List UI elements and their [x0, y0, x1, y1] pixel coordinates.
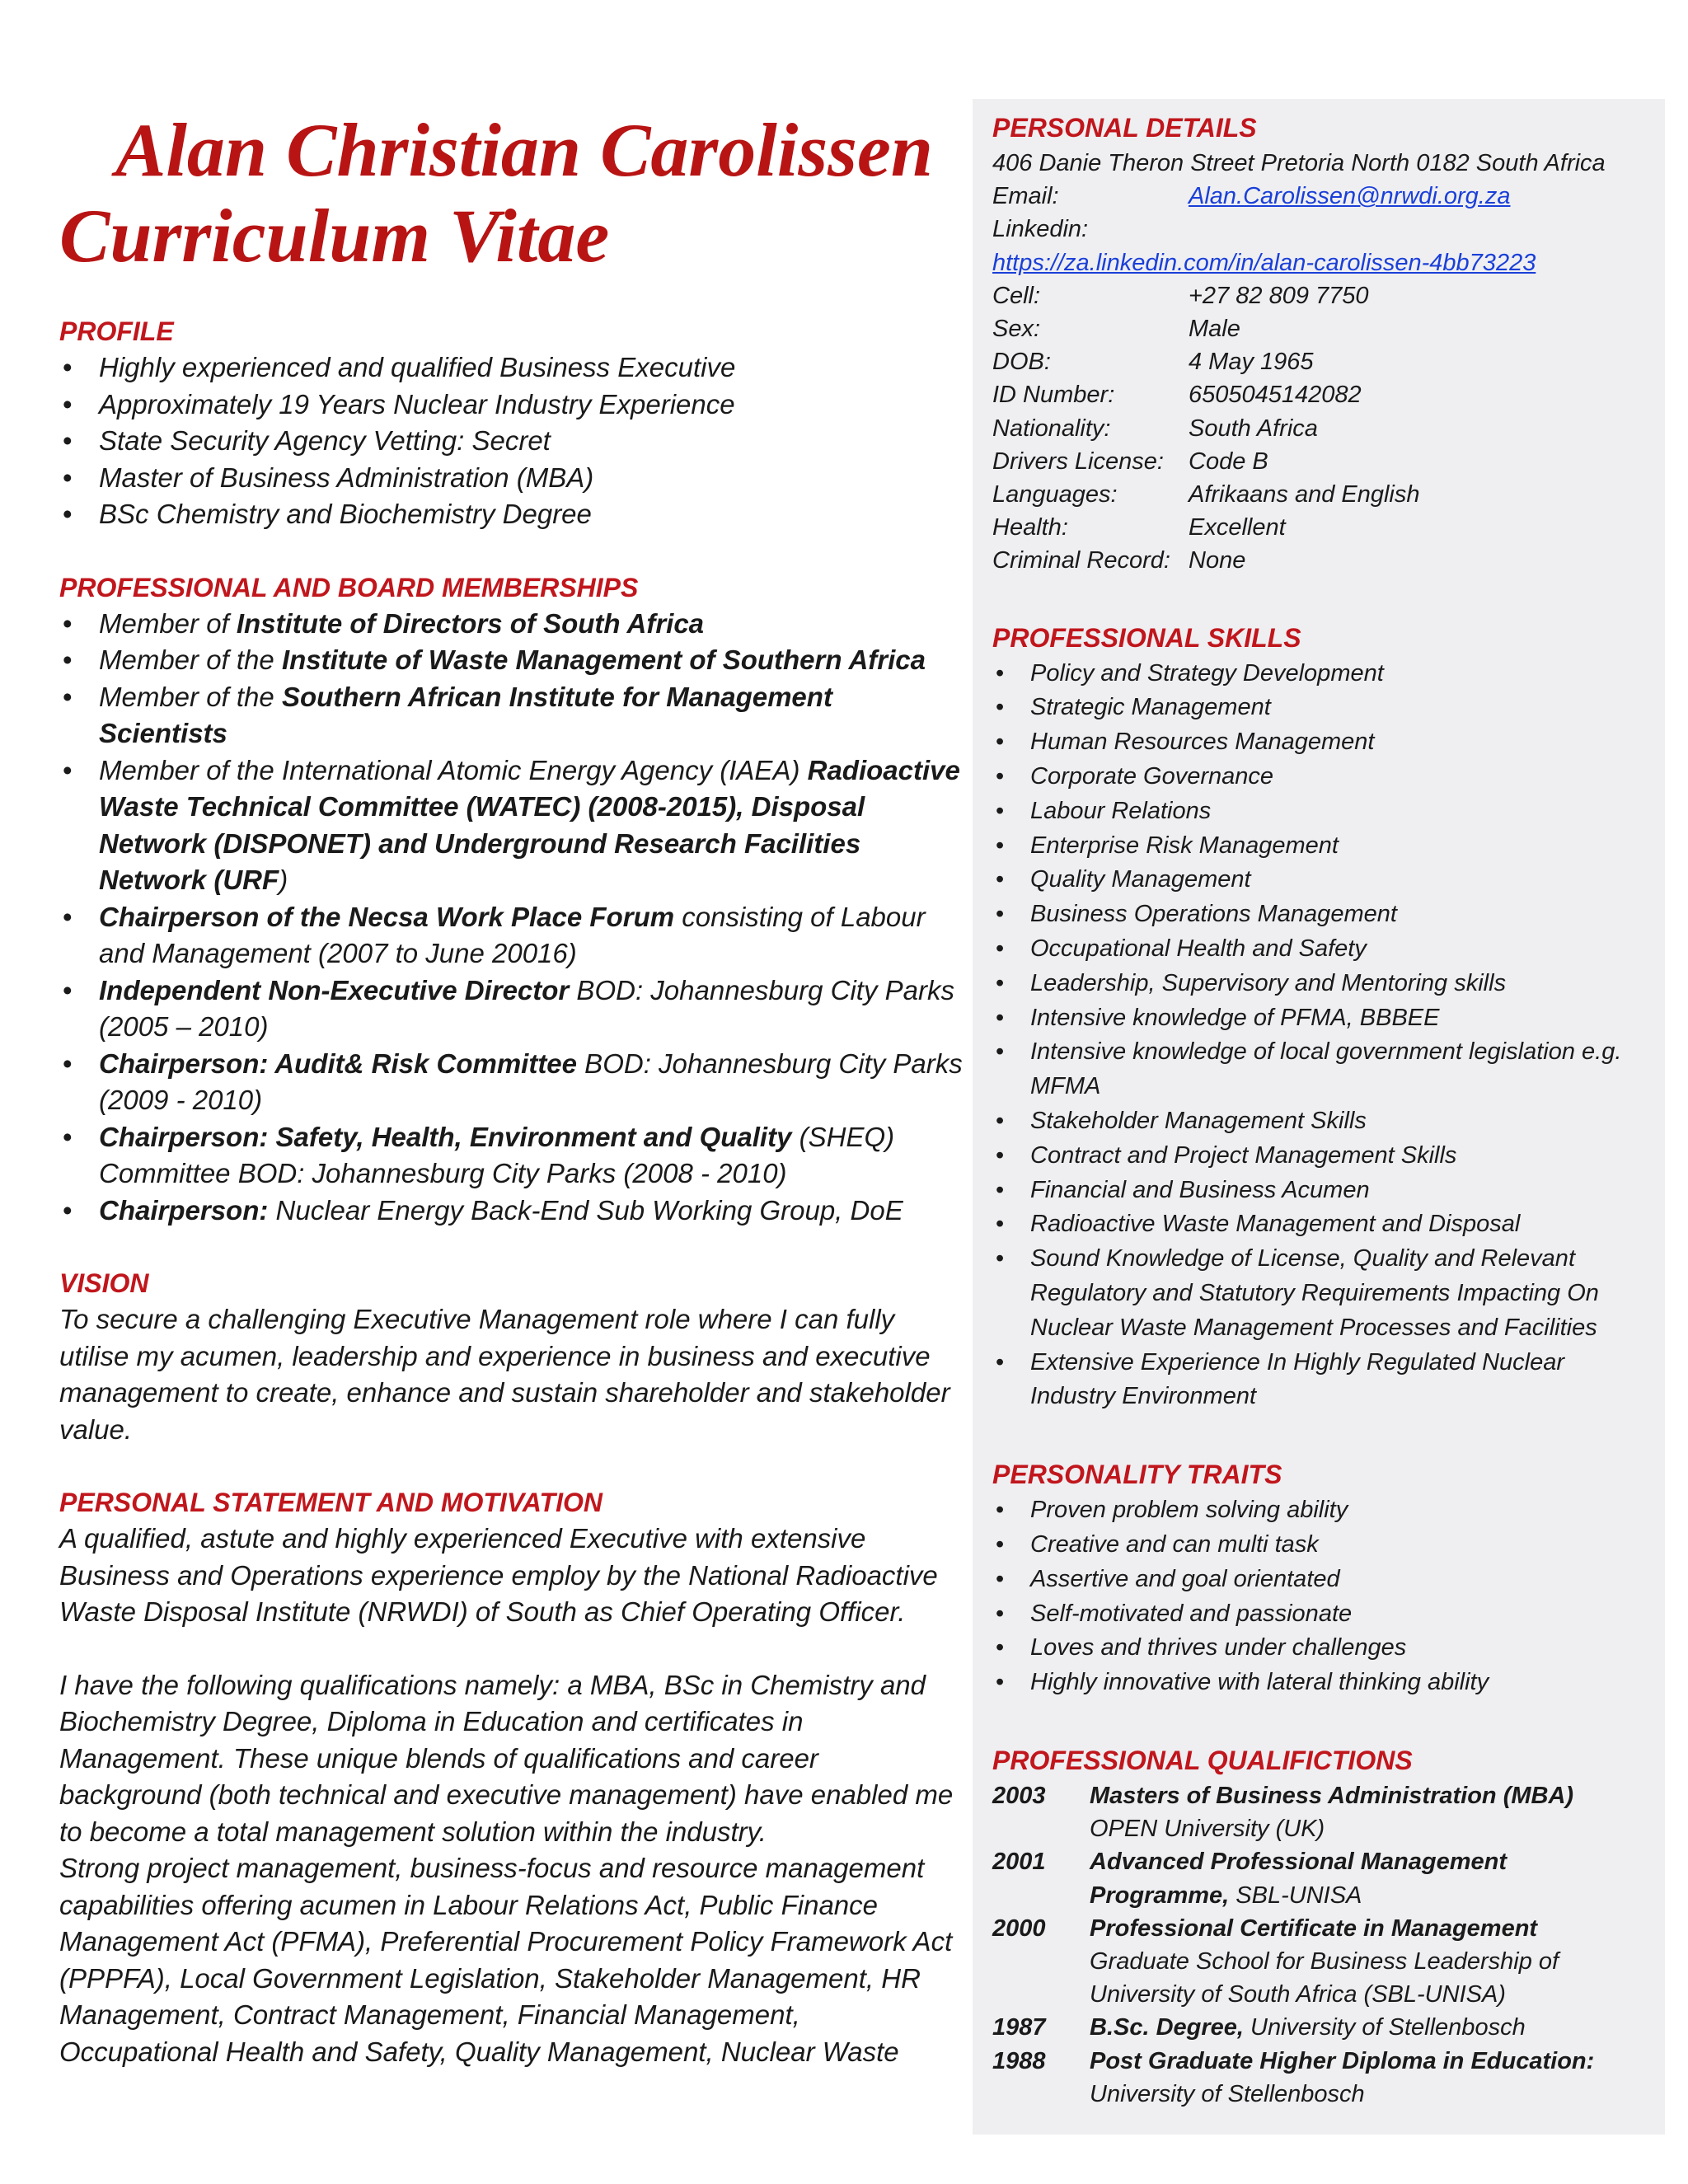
- qualification-row: 2001 Advanced Professional Management Programme, SBL-UNISA: [992, 1849, 1507, 1909]
- list-item: • Highly innovative with lateral thinking ability: [992, 1666, 1652, 1700]
- candidate-name: Alan Christian Carolissen: [115, 108, 933, 192]
- list-item: • Radioactive Waste Management and Disposal: [992, 1207, 1652, 1242]
- address: 406 Danie Theron Street Pretoria North 0182 South Africa: [992, 150, 1606, 176]
- list-item: • Strategic Management: [992, 691, 1652, 725]
- list-item: • Labour Relations: [992, 794, 1652, 829]
- list-item: • Enterprise Risk Management: [992, 829, 1652, 864]
- qualifications-heading: PROFESSIONAL QUALIFICTIONS: [992, 1745, 1413, 1775]
- list-item: • Business Operations Management: [992, 898, 1652, 932]
- list-item: • Human Resources Management: [992, 725, 1652, 760]
- qualification-row: 1987 B.Sc. Degree, University of Stellenbosch: [992, 2014, 1526, 2041]
- detail-row: Drivers License: Code B: [992, 448, 1268, 475]
- profile-heading: PROFILE: [59, 316, 174, 346]
- list-item: • Chairperson: Audit& Risk Committee BOD: Johannesburg City Parks (2009 - 2010): [59, 1046, 966, 1119]
- skills-heading: PROFESSIONAL SKILLS: [992, 622, 1301, 653]
- list-item: • Contract and Project Management Skills: [992, 1139, 1652, 1174]
- list-item: • Financial and Business Acumen: [992, 1174, 1652, 1208]
- statement-heading: PERSONAL STATEMENT AND MOTIVATION: [59, 1488, 603, 1517]
- detail-row: Health: Excellent: [992, 514, 1286, 541]
- detail-row: Cell: +27 82 809 7750: [992, 282, 1369, 309]
- list-item: • Member of the International Atomic Energy Agency (IAEA) Radioactive Waste Technical Committee (WATEC) (2008-2015), Disposal Network (DISPONET) and Underground Research Facilities Network (URF): [59, 752, 966, 899]
- list-item: • Highly experienced and qualified Business Executive: [59, 349, 966, 387]
- list-item: • Occupational Health and Safety: [992, 932, 1652, 967]
- document-title: Curriculum Vitae: [59, 194, 610, 278]
- linkedin-label: Linkedin:: [992, 216, 1089, 243]
- qualification-row: 1988 Post Graduate Higher Diploma in Education: University of Stellenbosch: [992, 2047, 1595, 2107]
- list-item: • Self-motivated and passionate: [992, 1597, 1652, 1632]
- traits-heading: PERSONALITY TRAITS: [992, 1460, 1282, 1490]
- list-item: • Loves and thrives under challenges: [992, 1631, 1652, 1666]
- detail-row: Nationality: South Africa: [992, 415, 1318, 442]
- list-item: • Corporate Governance: [992, 760, 1652, 794]
- list-item: • Independent Non-Executive Director BOD: Johannesburg City Parks (2005 – 2010): [59, 972, 966, 1046]
- list-item: • Intensive knowledge of PFMA, BBBEE: [992, 1001, 1652, 1036]
- list-item: • Chairperson: Nuclear Energy Back-End Sub Working Group, DoE: [59, 1193, 966, 1230]
- list-item: • Sound Knowledge of License, Quality and Relevant Regulatory and Statutory Requirements Impacting On Nuclear Waste Management Processes and Facilities: [992, 1242, 1652, 1345]
- memberships-heading: PROFESSIONAL AND BOARD MEMBERSHIPS: [59, 572, 639, 602]
- qualification-row: 2003 Masters of Business Administration (MBA) OPEN University (UK): [992, 1782, 1574, 1843]
- qualification-row: 2000 Professional Certificate in Management Graduate School for Business Leadership of University of South Africa (SBL-UNISA): [992, 1915, 1559, 2008]
- list-item: • Member of the Institute of Waste Management of Southern Africa: [59, 642, 966, 679]
- list-item: • BSc Chemistry and Biochemistry Degree: [59, 496, 966, 533]
- detail-row: DOB: 4 May 1965: [992, 349, 1314, 376]
- linkedin-link[interactable]: https://za.linkedin.com/in/alan-carolissen-4bb73223: [992, 249, 1536, 276]
- list-item: • Chairperson of the Necsa Work Place Forum consisting of Labour and Management (2007 to June 20016): [59, 899, 966, 972]
- statement-paragraph: Strong project management, business-focus and resource management capabilities offering acumen in Labour Relations Act, Public Finance Management Act (PFMA), Preferential Procurement Policy Framework Act (PPPFA), Local Government Legislation, Stakeholder Management, HR Management, Contract Management, Financial Management, Occupational Health and Safety, Quality Management, Nuclear Waste: [59, 1853, 953, 2067]
- list-item: • Member of the Southern African Institute for Management Scientists: [59, 679, 966, 752]
- vision-text: To secure a challenging Executive Management role where I can fully utilise my acumen, leadership and experience in business and executive management to create, enhance and sustain shareholder and stakeholder value.: [59, 1304, 950, 1445]
- statement-paragraph: I have the following qualifications namely: a MBA, BSc in Chemistry and Biochemistry Degree, Diploma in Education and certificates in Management. These unique blends of qualifications and career background (both technical and executive management) have enabled me to become a total management solution within the industry.: [59, 1669, 954, 1847]
- list-item: • Master of Business Administration (MBA): [59, 460, 966, 497]
- list-item: • Leadership, Supervisory and Mentoring skills: [992, 967, 1652, 1001]
- detail-row: ID Number: 6505045142082: [992, 382, 1362, 409]
- statement-paragraph: A qualified, astute and highly experienced Executive with extensive Business and Operations experience employ by the National Radioactive Waste Disposal Institute (NRWDI) of South as Chief Operating Officer.: [59, 1523, 938, 1627]
- detail-row: Criminal Record: None: [992, 547, 1246, 574]
- email-row: [992, 180, 1652, 213]
- list-item: • Chairperson: Safety, Health, Environment and Quality (SHEQ) Committee BOD: Johannesburg City Parks (2008 - 2010): [59, 1119, 966, 1193]
- left-column: [59, 313, 966, 2070]
- list-item: • Intensive knowledge of local government legislation e.g. MFMA: [992, 1035, 1652, 1104]
- memberships-list: [59, 606, 966, 1230]
- detail-row: Languages: Afrikaans and English: [992, 481, 1420, 509]
- email-label: Email:: [992, 183, 1059, 210]
- list-item: • Creative and can multi task: [992, 1528, 1652, 1563]
- list-item: • State Security Agency Vetting: Secret: [59, 423, 966, 460]
- list-item: • Proven problem solving ability: [992, 1493, 1652, 1528]
- list-item: • Member of Institute of Directors of South Africa: [59, 606, 966, 643]
- list-item: • Approximately 19 Years Nuclear Industry Experience: [59, 387, 966, 424]
- right-column: [992, 109, 1652, 2111]
- skills-list: [992, 657, 1652, 1415]
- list-item: • Assertive and goal orientated: [992, 1563, 1652, 1597]
- email-link[interactable]: Alan.Carolissen@nrwdi.org.za: [1189, 183, 1511, 210]
- list-item: • Policy and Strategy Development: [992, 657, 1652, 691]
- traits-list: [992, 1493, 1652, 1700]
- vision-heading: VISION: [59, 1268, 149, 1298]
- list-item: • Quality Management: [992, 863, 1652, 898]
- list-item: • Extensive Experience In Highly Regulated Nuclear Industry Environment: [992, 1346, 1652, 1415]
- profile-list: [59, 349, 966, 533]
- personal-details-heading: PERSONAL DETAILS: [992, 113, 1257, 143]
- detail-row: Sex: Male: [992, 316, 1240, 343]
- list-item: • Stakeholder Management Skills: [992, 1104, 1652, 1139]
